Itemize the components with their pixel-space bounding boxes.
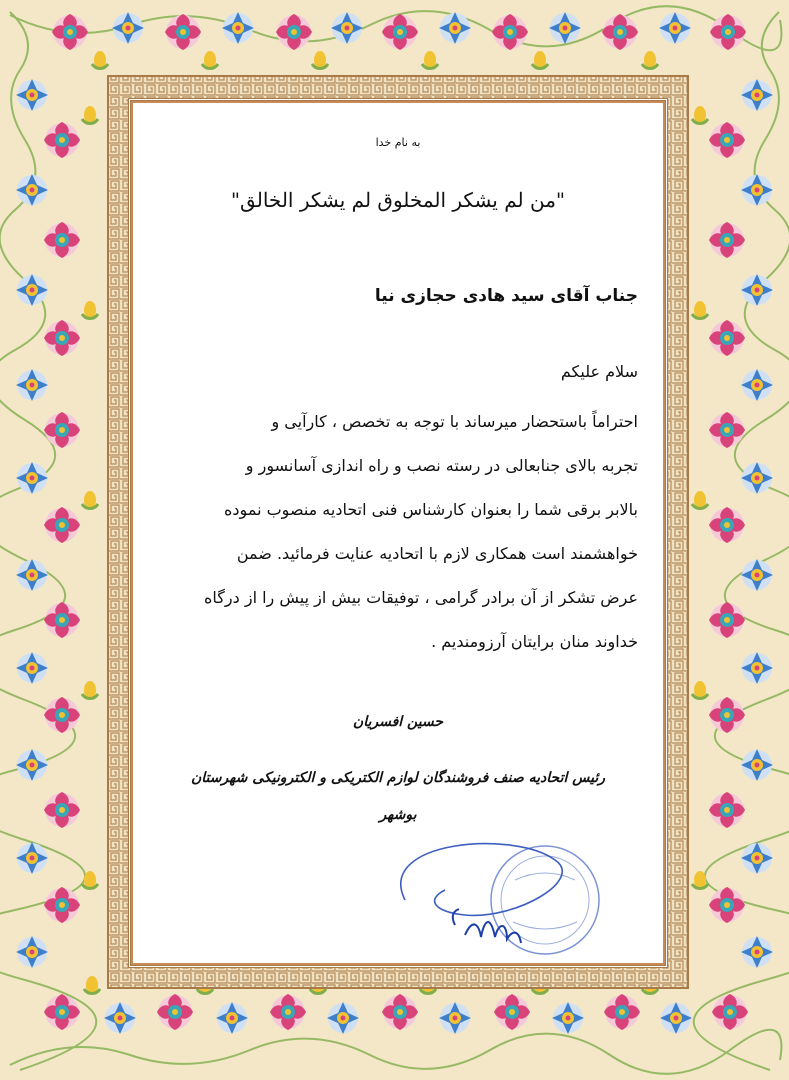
handwritten-signature-icon <box>395 840 655 990</box>
body-line-5: عرض تشکر از آن برادر گرامی ، توفیقات بیش از پیش را از درگاه <box>204 588 638 607</box>
body-line-2: تجربه بالای جنابعالی در رسته نصب و راه اندازی آسانسور و <box>245 456 638 475</box>
greeting-line: سلام علیکم <box>560 362 638 381</box>
body-line-4: خواهشمند است همکاری لازم با اتحادیه عنایت فرمائید. ضمن <box>236 544 638 563</box>
signatory-city: بوشهر <box>379 807 417 823</box>
body-line-1: احتراماً باستحضار میرساند با توجه به تخصص ، کارآیی و <box>271 412 638 431</box>
signatory-title: رئیس اتحادیه صنف فروشندگان لوازم الکتریکی و الکترونیکی شهرستان <box>191 770 605 786</box>
body-line-6: خداوند منان برایتان آرزومندیم . <box>431 632 638 651</box>
letter-body <box>140 110 656 956</box>
body-line-3: بالابر برقی شما را بعنوان کارشناس فنی اتحادیه منصوب نموده <box>224 500 638 519</box>
bismillah-heading: به نام خدا <box>375 136 421 149</box>
signatory-name: حسین افسریان <box>352 714 444 730</box>
recipient-line: جناب آقای سید هادی حجازی نیا <box>374 286 638 306</box>
hadith-quote: "من لم یشکر المخلوق لم یشکر الخالق" <box>230 188 566 212</box>
